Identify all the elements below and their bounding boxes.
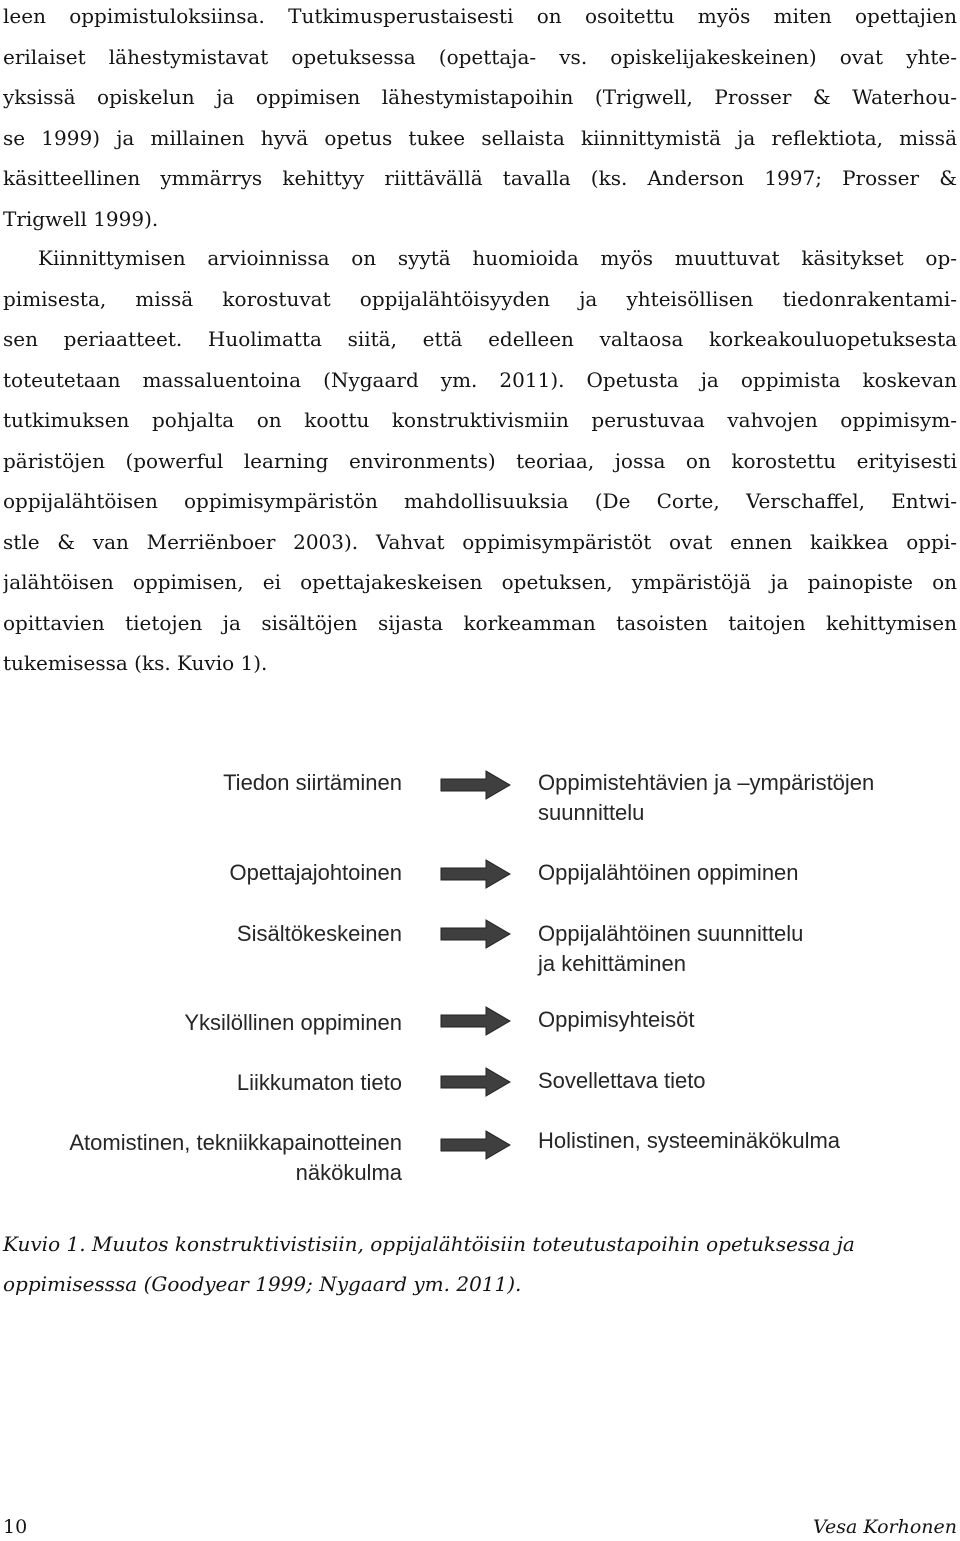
paragraph-2-line: stle & van Merriënboer 2003). Vahvat oppimisympäristöt ovat ennen kaikkea oppi- bbox=[3, 529, 957, 554]
figure-from-text: Yksilöllinen oppiminen bbox=[184, 1010, 402, 1035]
paragraph-2-line: päristöjen (powerful learning environments) teoriaa, jossa on korostettu erityisesti bbox=[3, 448, 957, 473]
figure-from-label bbox=[230, 858, 402, 888]
paragraph-2-line: sen periaatteet. Huolimatta siitä, että edelleen valtaosa korkeakouluopetuksesta bbox=[3, 327, 957, 351]
paragraph-1-line: se 1999) ja millainen hyvä opetus tukee sellaista kiinnittymistä ja reflektiota, missä bbox=[3, 125, 957, 150]
paragraph-2-line: Kiinnittymisen arvioinnissa on syytä huomioida myös muuttuvat käsitykset op- bbox=[38, 246, 957, 270]
paragraph-2-line: oppijalähtöisen oppimisympäristön mahdollisuuksia (De Corte, Verschaffel, Entwi- bbox=[3, 489, 957, 513]
figure-from-text: Atomistinen, tekniikkapainotteinen bbox=[69, 1130, 402, 1155]
paragraph-2-line: opittavien tietojen ja sisältöjen sijasta korkeamman tasoisten taitojen kehittymisen bbox=[3, 610, 957, 635]
figure-1-diagram bbox=[0, 745, 960, 1205]
paragraph-1 bbox=[3, 0, 957, 239]
figure-from-text: Sisältökeskeinen bbox=[236, 921, 402, 946]
paragraph-2-line: jalähtöisen oppimisen, ei opettajakeskeisen opetuksen, ympäristöjä ja painopiste on bbox=[3, 570, 957, 594]
right-arrow-icon bbox=[440, 1067, 512, 1097]
figure-to-text: ja kehittäminen bbox=[538, 951, 686, 976]
figure-to-label bbox=[538, 919, 803, 979]
paragraph-2-line: tukemisessa (ks. Kuvio 1). bbox=[3, 651, 268, 675]
figure-to-text: Sovellettava tieto bbox=[538, 1068, 706, 1093]
figure-to-label bbox=[538, 1126, 840, 1156]
caption-line: oppimisesssa (Goodyear 1999; Nygaard ym. 2011). bbox=[3, 1272, 522, 1296]
right-arrow-icon bbox=[440, 859, 512, 889]
paragraph-2-line: tutkimuksen pohjalta on koottu konstruktivismiin perustuvaa vahvojen oppimisym- bbox=[3, 408, 957, 432]
paragraph-2-line: toteutetaan massaluentoina (Nygaard ym. 2011). Opetusta ja oppimista koskevan bbox=[3, 367, 957, 392]
figure-from-text: näkökulma bbox=[295, 1160, 402, 1185]
figure-from-text: Liikkumaton tieto bbox=[236, 1070, 402, 1095]
figure-to-label bbox=[538, 858, 799, 888]
figure-from-text: Opettajajohtoinen bbox=[229, 860, 402, 885]
figure-to-text: Oppijalähtöinen oppiminen bbox=[538, 860, 799, 885]
paragraph-1-line: erilaiset lähestymistavat opetuksessa (opettaja- vs. opiskelijakeskeinen) ovat yhte- bbox=[3, 44, 957, 69]
figure-to-label bbox=[538, 1066, 706, 1096]
paragraph-1-line: käsitteellinen ymmärrys kehittyy riittävällä tavalla (ks. Anderson 1997; Prosser & bbox=[3, 166, 957, 190]
right-arrow-icon bbox=[440, 770, 512, 800]
figure-from-label bbox=[69, 1128, 402, 1188]
figure-caption bbox=[3, 1224, 957, 1304]
paragraph-2 bbox=[3, 238, 957, 684]
figure-to-text: Oppijalähtöinen suunnittelu bbox=[538, 921, 804, 946]
right-arrow-icon bbox=[440, 1006, 512, 1036]
figure-from-label bbox=[237, 1068, 402, 1098]
figure-to-text: Holistinen, systeeminäkökulma bbox=[538, 1128, 841, 1153]
figure-to-text: Oppimisyhteisöt bbox=[538, 1007, 695, 1032]
author-name: Vesa Korhonen bbox=[813, 1516, 957, 1538]
paragraph-1-line: Trigwell 1999). bbox=[3, 206, 159, 231]
figure-to-label bbox=[538, 1005, 695, 1035]
page-number: 10 bbox=[3, 1516, 28, 1538]
figure-to-text: Oppimistehtävien ja –ympäristöjen bbox=[538, 770, 875, 795]
figure-from-label bbox=[223, 768, 402, 798]
figure-from-label bbox=[184, 1008, 402, 1038]
paragraph-1-line: yksissä opiskelun ja oppimisen lähestymistapoihin (Trigwell, Prosser & Waterhou- bbox=[3, 85, 957, 109]
right-arrow-icon bbox=[440, 919, 512, 949]
caption-line: Kuvio 1. Muutos konstruktivistisiin, oppijalähtöisiin toteutustapoihin opetuksessa ja bbox=[3, 1232, 855, 1256]
figure-to-label bbox=[538, 768, 874, 828]
right-arrow-icon bbox=[440, 1130, 512, 1160]
figure-to-text: suunnittelu bbox=[538, 800, 645, 825]
figure-from-text: Tiedon siirtäminen bbox=[223, 770, 402, 795]
figure-from-label bbox=[237, 919, 402, 949]
paragraph-1-line: leen oppimistuloksiinsa. Tutkimusperustaisesti on osoitettu myös miten opettajien bbox=[3, 4, 957, 28]
paragraph-2-line: pimisesta, missä korostuvat oppijalähtöisyyden ja yhteisöllisen tiedonrakentami- bbox=[3, 286, 957, 311]
